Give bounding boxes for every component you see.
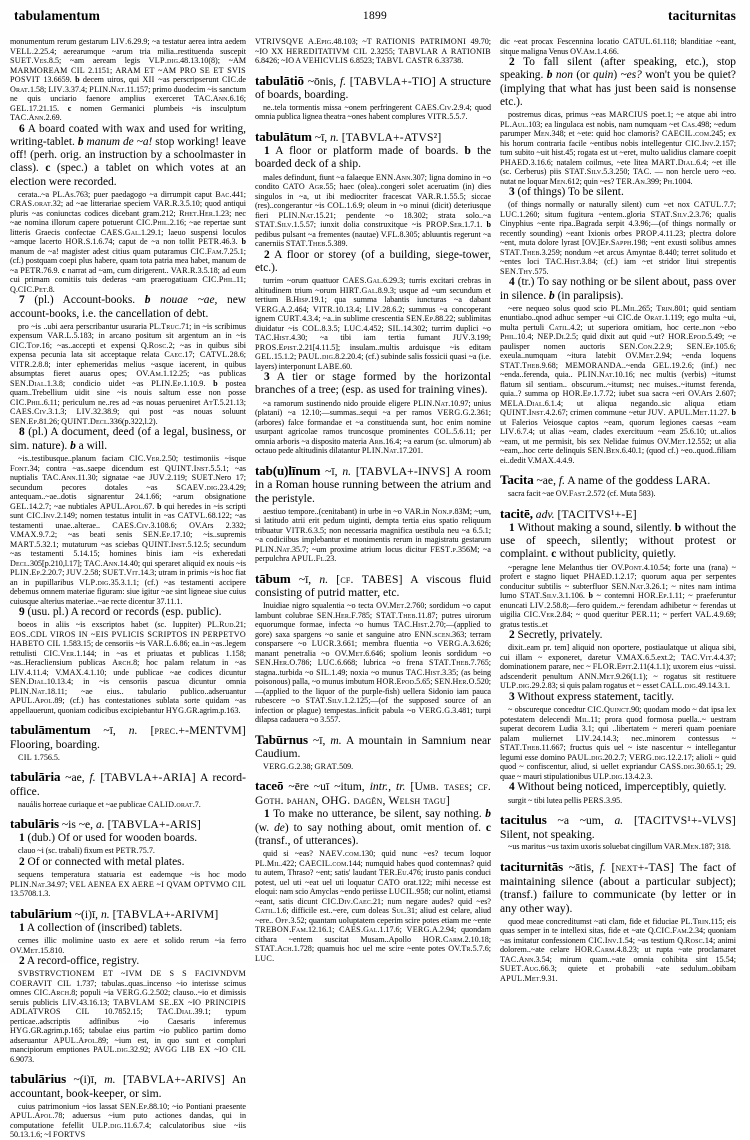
inflected-forms: ~ātis, [568,860,595,874]
headword-line [255,778,491,807]
headword[interactable]: tabulāmentum [10,722,91,738]
citation-block: Inuidiae nigro squalentia ~o tecta OV.Met.2.760; sordidum ~o caput lambunt colubrae SEN.Her.F.785; STAT.Theb.11.87; putres uirorum equorumque formae, infecta ~o humus TAC.Hist.2.70;—(applied to gore) saxa spargens ~o sanie et sanguine atro ENN.scen.363; terram consparsere ~o LUCR.3.661; membra fluentia ~o VERG.A.3.626; manant penetralia ~o OV.Met.6.646; spolium leonis sordidum ~o SEN.Her.O.786; LUC.6.668; lubrica ~o frena STAT.Theb.7.765; stagna..turbida ~o SIL.1.49; noxia ~o munus TAC.Hist.3.35; (as being poisonous) palla, ~o munus imbutum HOR.Epod.5.65; SEN.Her.O.520;—(applied to the liquor of the purple-fish) uellera Sidonio iam pauca rubescere ~o STAT.Silv.1.2.125;—(of the supposed source of an infection or plague) tempestas..inficit pabula ~o VERG.G.3.481; turpi dilapsa cadauera ~o 3.557. [255,601,492,725]
citation-block: VERG.G.2.38; GRAT.509. [263,761,354,771]
etymology: [TABVLA+-ARIVS] [123,1073,226,1087]
etymology: [cf. TABES] [336,572,403,586]
citation-block: aestiuo tempore..(cenitabant) in urbe in ~o VAR.in Non.p.83M; ~um, si latitudo atrii erit pedum uiginti, dempta tertia eius spatio reliquum tribuatur VITR.6.3.5; non necessaria magnifica uestibula neu ~a 6.5.1; ~a codiciibus implebantur et monimentis rerum in magistratu gestarum PLIN.Nat.35.7; ~um proxime atrium locus dicitur FEST.p.356M; ~a perpulchra APUL.Fl.23. [255,506,492,564]
definition: A room in a Roman house running between the atrium and the peristyle. [255,464,492,506]
definition: An accountant, book-keeper, or sim. [10,1073,246,1101]
inflected-forms: ~a ~um, [557,814,604,827]
citation-block: ~peragne lene Melanthus tier OV.Pont.4.10.54; forte una (rana) ~ profert e stagno liquet PHAED.1.2.17; quorum aqua per serpentes conducitur subtilis ~ subterfluor SEN.Nat.3.26.1; ~ nites nam intima lumo STAT.Silv.3.1.106. b ~ contemni HOR.Ep.1.11; ~ praeferuntur enuncati LIV.2.58.8;—fero quidem..~ ferendam adhibetur ~ ferendas ut uigilia CIC.Ver.2.84; ~ quod queritur PER.11; ~ perfert VAL.4.9.69; gratus testis..et [500,562,737,629]
headword[interactable]: tabulārius [10,1071,67,1087]
headword-line [10,1071,246,1100]
citation-block: ~ere nequeo solus quod scio PL.Mil.265; Trin.801; quid sentiam enuntiabo..qnod adhuc semper ~ui CIC.de Orat.1.119; ego multa ~ui, multa pertuli Catil.4.2; ut superiora omitiam, hoc certe..non ~ebo Phil.10.4; NEP.Di.2.5; quid dixit aut quid ~ut? HOR.Epod.5.49; ~e paulisper nomen auctoris SEN.Con.2.2.9; SEN.Ep.105.6; exeula..numquam ~itura latebit OV.Met.2.94; ~enda loquens STAT.Theb.9.68; MEMORANDA..~enda GEL.19.2.6; (inf.) nec ~enda..ferenda, quia.. PLIN.Nat.10.16; nec multis (verbis) ~itumst flatum sil sentiam.. obscurum..~itumst; nec muises..~itumst ferenda, quia..? summa op HOR.Ep.1.7.72; iubet sua sacra ~eri OV.Ars 2.607; MELA.Dial.6.1.4; ut aliqua negando..sic aliqua etiam QUINT.Inst.4.2.67; crimen commune ~etur JUV. APUL.Met.11.27. b ut Falerios Veiosque captos ~eam, quorum legiones caesas ~eam LIV.6.7.4; ut alias ~eam, clades exercituum ~eam 25.6.10; ut..alios ~eam, ut me permisit, bis sex Nelidae fuimus OV.Met.12.552; ut alia ~eam,..hoc certe delinquis SEN.Ben.6.40.1; (quod cf.) ~eo..quod..filiam ei..dedit V.MAX.4.4.9. [500,303,737,465]
sense-definition: 3 Without express statement, tacitly. [509,690,674,703]
citation-block: ~ obscureque concedtur CIC.Quinct.90; quodam modo ~ dat ipsa lex potestatem delecendi Mil.11; prora quod formosa puella..~ uestram superat decorem Ludia 3.1; qui ..libertatem ~ mereri quam poeniare palam muliernet LIV.24.14.3; nec..minorem contessus ~ STAT.Theb.11.667; fructus quis uel ~ iste nascentur ~ intellegantur legumi esse domino PAUL.dig.20.2.7; VERG.dig.12.2.17; alioli ~ quid quod ~ confiscentur, aliud, si uellet expriandur CASS.dig.30.65.1; 29. quae ~ mauri stipulationibus ULP.dig.13.4.2.3. [500,705,737,781]
headword-line [255,571,491,600]
inflected-forms: ~ī, [325,464,338,478]
inflected-forms: ~ī, [312,733,326,747]
headword[interactable]: tabulāria [10,769,61,785]
definition: A record-office. [10,771,246,798]
grammar-label: n. [101,907,110,921]
inflected-forms: ~(i)ī, [73,1073,97,1087]
grammar-label: n. [319,572,329,586]
etymology: [TACITVS¹+-E] [557,507,637,521]
inflected-forms: ~is ~e, [61,818,94,831]
sense-number: 1 [264,145,270,158]
citation-block: quid si ~eas? NAEV.com.130; quid nunc ~es? tecum loquor PL.Mil.422; CAECIL.com.144; numquid habes quod contemnas? quid tu autem, Thraso? ~ent; satis' laudant TER.Eu.476; irusto panis conduci potest, uel uti ~eat uel uti loquatur CATO orat.122; mihi necesse est eloqui: nam scio Amyclas ~endo periisse LUCIL.958; cur nolint, etiamsi ~eant, satis dicunt CIC.Div.Caec.21; num negare audes? quid ~es? Catil.1.6; difficile est..~ere, cum doleas Sul.31; aliud est celare, aliud ~ere.. Off.3.52; quantam uoluptatem ceperim scire potes etiam me ~ente TREBON.Fam.12.16.1; CAES.Gal.1.17.6; VERG.A.2.94; quondam cithara ~entem suscitat Musam..Apollo HOR.Carm.2.10.18; STAT.Ach.1.728; quamuis hoc uel me scire ~ente potes OV.Tr.5.7.6; LUC. [255,849,492,963]
grammar-label: f. [599,860,606,874]
sense-definition: 1 A collection of (inscribed) tablets. [19,921,183,934]
headword[interactable]: Tabūrnus [255,731,308,747]
headword-line [10,722,246,751]
sense-number: 1 [19,832,25,845]
citation-block: sacra facit ~ae OV.Fast.2.572 (cf. Muta 583). [508,489,656,499]
definition: Silent, not speaking. [500,827,595,841]
sense-definition: 2 Secretly, privately. [509,629,603,642]
sense-number: 2 [19,955,25,968]
running-head [0,0,750,30]
sense-definition: 6 A board coated with wax and used for writing, writing-tablet. b manum de ~a! stop working! leave off! (perh. orig. an instruction by a schoolmaster in class). c (spec.) a tablet on which votes at an election were recorded. [10,122,246,188]
dictionary-entry [10,1071,246,1139]
etymology: [TABVLA+-TIO] [349,74,436,88]
etymology: [TABVLA+-ATVS²] [341,130,442,144]
sense-definition: 2 A record-office, registry. [19,955,140,968]
page-number: 1899 [362,10,388,22]
citation-block: postremus dicas, primus ~eas MARCIUS poet.1; ~e atque abi intro PL.Aul.103; ea lingulaca est nobis, nam numquam ~et Cas.498; ~edum parumper Men.348; et ~ete: quid hoc clamoris? CAECIL.com.245; ex his horum contraria facile ~entibus nobis intellegentur CIC.Inv.2.157; tum subito ~uit hist.45; rogata est ut ~eret, multo ualidius clamare coepit PHAED.3.16.6; natalem coilmus, ~ete litea MART.Dial.6.4; ~et ille (sc. Cerberus) piis STAT.Silv.5.3.250; TAC. — non hercle uero ~eo. nutat ne loquar Men.612; quin ~es? TER.An.399; Ph.1004. [500,110,737,186]
citation-block: dixit..eam pr. tem] aliquid non oportere, postiaulatque ut aliqua sibi, cui illam ~ exponeret, daretur V.MAX.6.5.ext.2; TAC.Vit.4.4.37; dominationem parare, nec ~ FLOR.Epit.2.11(4.1.1); uxorem eius ~uissi. adscenderit penultum ANN.Met.9.26(1.1); ~ rogatus sit restituere ULP.dig.29.2.83; si quis palam rogatus et ~ esset CALL.dig.49.14.3.1. [500,643,737,691]
headword[interactable]: taceō [255,778,284,794]
citation-block: monumentum rerum gestarum LIV.6.29.9; ~a testatur aerea intra aedem VELL.2.25.4; aerearumque ~arum tria milia..restituenda suscepit SUET.Ves.8.5; ~am aeream legis VLP.dig.48.13.10(8); ~AM MARMOREAM CIL 2.1151; ARAM ET ~AM PRO SE ET SVIS POSVIT 13.6659. b decem uiros, qui XII ~as perscripserunt CIC.de Orat.1.58; LIV.3.37.4; PLIN.Nat.11.157; primo duodecim ~is sanctum ne quis unciario faenore amplius exerceret TAC.Ann.6.16; GEL.17.21.15. c nomen Germanici plumbeis ~is insculptum TAC.Ann.2.69. [10,37,247,122]
inflected-forms: ~ae, [65,771,85,785]
inflected-forms: ~(i)ī, [74,907,99,921]
citation-block: VTRIVSQVE A.Epig.48.103; ~T RATIONIS PATRIMONI 49.70; ~IO XX HEREDITATIVM CIL 2.3255; TABVLAR A RATIONIB 6.8426; ~IO A VEHICVLIS 6.8523; TABVL CASTR 6.33738. [255,37,491,65]
citation-block: SVBSTRVCTIONEM ET ~IVM DE S S FACIVNDVM COERAVIT CIL 1.737; tabulas..quas..incenso ~io interisse scimus omnes CIC.Arch.8; populi ~ia VERG.G.2.502; clauso..~io et dimissis seruis publicis LIV.43.16.13; TABVLAM SE..EX ~IO PRINCIPIS ADLATVROS CIL 10.7852.15; TAC.Dial.39.1; typum perticae..adscriptis adfinibus ~io Caesaris inferemus HYG.GR.agrim.p.165; tabulae eius partim ~io publico partim domo adseruantur APUL.Apol.89; ~ium est, in quo sunt et compluri mancipiorum emptiones PAUL.dig.32.92; AVGG LIB EX ~IO CIL 6.9073. [10,969,247,1064]
running-head-right: taciturnitas [668,8,736,23]
sense-definition: 1 (dub.) Of or used for wooden boards. [19,832,198,845]
inflected-forms: ~ī, [298,572,312,586]
citation-block: ~is..testibusque..planum faciam CIC.Ver.2.50; testimoniis ~isque Font.34; contra ~as..saepe dicendum est QUINT.Inst.5.5.1; ~as nuptialis TAC.Ann.11.30; signatae ~ae JUV.2.119; SUET.Nero 17; secundum pecores dotales ~as SCAEV.dig.23.4.29; antequam..~ae..dotis signarentur 24.1.66; ~arum obsignatione GEL.14.2.7; ~ae nubtiales APUL.Apol.67. b qui heredes in ~is scripti sunt CIC.Inv.2.149; nomen testatus intulit in ~as CATVL.68.122; ~as testamenti unae..alterae.. CAES.Civ.3.108.6; OV.Ars 2.332; V.MAX.9.7.2; ~as beati senis SEN.Ep.17.10; ~is..supremis MART.5.32.1; mutaturum ~as sciebas QUINT.Inst.5.12.5; secundum ~as testamenti 5.14.15; homines binis iam ~is exheredati Decl.305[p.210,l.17]; TAC.Ann.14.40; qui speraret aliquid ex nouis ~is PLIN.Ep.2.20.7; JUV.2.58; SUET.Vit.14.3; utram in primis ~is hoc fiat an in pupillaribus VLP.dig.35.3.1.1; (cf.) ~as testamenti accipere debemus omnem materiae figuram: siue igitur ~ae sint ligneae siue cuius cuiusque alterius materiae..~ae recte dicentur 37.11.1. [10,454,246,606]
headword[interactable]: tab(u)līnum [255,462,321,478]
inflected-forms: ~ōnis, [307,74,337,88]
sense-number: 4 [509,781,515,794]
inflected-forms: ~ae, [536,474,556,488]
dictionary-entry [500,472,736,498]
citation-block: CIL 1.756.5. [18,752,60,762]
sense-definition: 9 (usu. pl.) A record or records (esp. public). [19,606,222,619]
citation-block: pro ~is ..ubi aera perscribantur usuraria PL.Truc.71; in ~is scribimus expensum VAR.L.5.183; in arcano positum sit argentum an in ~is CIC.Top.16; ~as..accepti et expensi Q.Rosc.2; ~as in quibus sibi expensa pecunia lata sit acceptaque relata Caec.17; CATVL.28.6; VITR.2.8.8; inter ephemeridas melius ~asque iacerent, in quibus absumptas fieret auarus opes; OV.Am.1.12.25; ~as publicas SEN.Dial.1.3.8; condicio uidet ~as PLIN.Ep.1.10.9. b postea quam..Trebellium uidit sine ~is nouis saltum esse non posse CIC.Phil.6.11; periculum ne..res ad ~as nouas perueniret AtT.5.21.13; CAES.Civ.3.1.3; LIV.32.38.9; qui post ~as nouas soluunt SEN.Ep.81.26; QUINT.Decl.336(p.322,l.2). [10,321,247,426]
headword-line [500,506,736,522]
citation-block: sequens temperatura statuaria est eademque ~is hoc modo PLIN.Nat.34.97; VEL AENEA EX AERE ~I QVAM OPTVMO CIL 13.5708.1.3. [10,870,246,899]
etymology: [TABVLA+-ARIA] [100,771,196,785]
headword-line [255,73,491,102]
grammar-label: m. [104,1073,116,1087]
headword-line [10,906,246,922]
citation-block: ~us maritus ~us taxim uxoris soluebat cingillum VAR.Men.187; 318. [508,842,731,852]
sense-number: 1 [509,521,515,534]
etymology: [prec.+-MENTVM] [150,724,246,738]
grammar-label: n. [330,130,339,144]
text-column-3 [500,36,737,983]
sense-definition: 7 (pl.) Account-books. b nouae ~ae, new account-books, i.e. the cancellation of debt. [10,294,246,320]
sense-definition: 1 To make no utterance, be silent, say nothing. b (w. de) to say nothing about, omit mention of. c (transf., of utterances). [255,808,491,847]
dictionary-entry [255,463,491,564]
headword-line [500,472,736,488]
definition: A name of the goddess LARA. [567,474,711,488]
dictionary-entry [255,732,491,772]
etymology: [Umb. tases; cf. Goth. þahan, OHG. dagēn, Welsh tagu] [255,780,491,808]
citation-block: cerata..~a PL.As.763; puer paedagogo ~a dirrumpit caput Bac.441; CRAS.orat.32; ad ~ae litterariae speciem VAR.R.3.5.10; quod antiqui pluris ~as coniunctas codices dicebant gram.212; Rhet.Her.1.23; nec ~ae nomina illorum capere potuerunt CIC.Phil.2.16; ~ae repertae sunt litteris Graecis confectae CAES.Gal.1.29.1; laeuo suspensi loculos ~amque lacerto HOR.S.1.6.74; caput de ~a non tollit PETR.46.3. b manum de ~a! magister adest citius quam putaramus CIC.Fam.7.25.1; (cf.) postquam coepi plus habere, quam tota patria mea habet, manum de ~a PETR.76.9. c narrat ad ~am, cum dirigerent.. VAR.R.3.5.18; ad eum cui primam comitiis tuis dederas ~am praerogatiuam CIC.Phil.11; Q.CIC.Pet.8. [10,189,247,294]
dictionary-entry [255,778,491,963]
headword-line [255,129,491,145]
grammar-label: n. [342,464,352,478]
sense-definition: 1 Without making a sound, silently. b without the use of speech, silently; without protest or complaint. c without publicity, quietly. [500,521,737,561]
inflected-forms: ~ēre ~uī ~itum, [288,780,365,794]
etymology: [TABVLA+-INVS] [355,464,450,478]
dictionary-entry [500,859,736,983]
headword-line [500,812,736,841]
sense-definition: 3 A tier or stage formed by the horizontal branches of a tree; (esp. as used for training vines). [255,371,491,397]
dictionary-entry [10,816,246,899]
etymology: [next+-TAS] [611,860,675,874]
sense-definition: 1 A floor or platform made of boards. b the boarded deck of a ship. [255,145,491,171]
headword[interactable]: tabulārium [10,905,72,921]
citation-block: boeos in aliis ~is exscriptos habet (sc. Iuppiter) PL.Rud.21; EOS..CDL VIROS IN ~EIS PVLICIS SCRIPTOS IN PERPETVO HABETO CIL 1.583.15; de censoriis ~is VAR.L.6.86; ea..in ~as..legem rettulisti CIC.Ver.1.144; in ~as et priuatas et publicas 1.158; ~as..Heracliensium publicas Arch.8; hoc palam relatum in ~as LIV.4.11.4; V.MAX.4.1.10; unde publicae ~ae codices dicuntur SEN.Dial.10.13.4; in ~is censoriis pascua dicuntur omnia PLIN.Nat.18.11; ~ae eius.. tabulario publico..adseruantur APUL.Apol.89; (cf.) has contestationes sublata sorte quidam ~as appellauerunt, quoniam codicibus excipiebantur HYG.GR.agrim.p.163. [10,620,247,715]
headword[interactable]: tacitulus [500,812,547,827]
headword-line [10,816,246,832]
headword-line [255,732,491,761]
headword-line [255,463,491,506]
headword[interactable]: tabulātum [255,128,312,144]
headword[interactable]: taciturnitās [500,858,564,874]
sense-number: 2 [19,855,25,868]
grammar-label: f. [339,74,347,88]
sense-number: 3 [509,690,515,703]
headword[interactable]: tacitē, [500,505,533,521]
text-column-2 [255,36,492,963]
sense-definition: 4 (tr.) To say nothing or be silent about, pass over in silence. b (in paralipsis). [500,276,736,302]
headword[interactable]: tābum [255,570,291,586]
grammar-label: n. [128,724,138,738]
dictionary-entry [500,506,736,805]
definition: A viscous fluid consisting of putrid matter, etc. [255,572,491,600]
citation-block: males defindunt, fiunt ~a falaeque ENN.Ann.307; ligna domino in ~o condito CATO Agr.55; haec (olea)..congeri solet aceruatim (in) dies singulos in ~a, ut ibi mediocriter fracescat VAR.R.1.55.5; siccae (res)..congerantur ~is COL.1.6.9; oleum in ~o minui (dicit) deteriusque fieri PLIN.Nat.15.21; pendente ~o 18.302; strata solo..~a STAT.Silv.1.5.57; iunxit dolia construxitque ~is PROP.Ser.1.7.1. b pedibus pulsant ~a frementes (nautae) V.FL.8.305; abluuntis regerunt ~a canerniis STAT.Theb.5.389. [255,172,492,249]
dictionary-entry [255,73,491,122]
inflected-forms: ~ī, [103,724,116,738]
dictionary-entry [500,812,736,852]
headword-line [500,859,736,916]
sense-definition: 2 A floor or storey (of a building, siege-tower, etc.). [255,248,491,274]
etymology: [TABVLA+-ARIVM] [112,907,219,921]
text-column-1 [10,36,247,1140]
sense-number: 1 [264,808,270,821]
sense-number: 2 [264,248,270,261]
headword-line [10,769,246,798]
dictionary-entry [10,906,246,1065]
definition: A mountain in Samnium near Caudium. [255,733,491,761]
running-head-left: tabulamentum [14,8,100,23]
grammar-label: intr., tr. [369,780,406,794]
citation-block: ne..tela tormentis missa ~onem perfringerent CAES.Civ.2.9.4; quod omnia publica lignea theatra ~ones habent complures VITR.5.5.7. [255,102,492,122]
sense-number: 3 [264,371,270,384]
definition: The fact of maintaining silence (about a particular subject); (transf.) failure to communicate (by letter or in any other way). [500,860,736,915]
definition: A structure of boards, boarding. [255,74,492,102]
dictionary-entry [10,769,246,809]
citation-block: dic ~eat procax Fescennina locatio CATUL.61.118; blanditiae ~eant, sitque maligna Venus OV.Am.1.4.66. [500,37,736,56]
citation-block: ~a ramorum sustinendo nido prouide eligere PLIN.Nat.10.97; unius (platani) ~a 12.10;—summas..sequi ~a per ramos VERG.G.2.361; (arbores) falce formandae et ~a constituenda sunt, hoc enim nomine usurpant agricolae ramos truncosque prominentes COL.5.6.11; per omnia arboris ~a disposito materia Arb.16.4; ~a earum (sc. ulmorum) ab octauo pede altitudinis dilatantur PLIN.Nat.17.201. [255,398,492,456]
column-container [0,36,750,1140]
citation-block: nauális horreae curiaque et ~ae publicae CALID.orat.7. [18,799,201,809]
definition: Flooring, boarding. [10,737,100,751]
sense-definition: 8 (pl.) A document, deed (of a legal, business, or sim. nature). b a will. [10,426,246,452]
citation-block: (of things normally or naturally silent) cum ~et nox CATUL.7.7; LUC.1.260; situm fugitura ~entem..gloria STAT.Silv.2.3.76; qualis Cinyphius ~ente ripa..Bagrada serpit 4.3.96;—(of things normally or recently sounding) ~eant Ixionis orbes PROP.4.11.23; plectra dolore ~ent, muta dolore lyrast [OV.]Ep.Sapph.198; ~ent exusti solibus amnes STAT.Theb.3.259; nondum ~et arcus Amyntae 8.440; terret solitudo et ~entes loci TAC.Hist.3.84; (cf.) iam ~et stridor litui strepentis SEN.Thy.575. [500,200,736,276]
headword[interactable]: tabulātiō [255,72,304,88]
etymology: [TACITVS¹+-VLVS] [633,814,736,827]
sense-definition: 3 (of things) To be silent. [509,186,624,199]
citation-block: quod meae concreditumst ~ati clam, fide et fiduciae PL.Trin.115; eis quas semper in te intellexi sitas, fide et ~ate Q.CIC.Fam.2.34; quoniam ~as imitatur confessionem CIC.Inv.1.54; ~as testium Q.Rosc.14; animi dolorem..~ate celare HOR.Carm.4.8.23; ut rupta ~ate proclamaret TAC.Ann.3.54; mirum quam..~ate omnia cohibita sint 15.54; SUET.Aug.66.3; quiete et probabili ~ate sedulum..obibam APUL.Met.9.31. [500,916,737,983]
sense-definition: 4 Without being noticed, imperceptibly, quietly. [509,781,727,794]
dictionary-entry [255,129,491,456]
citation-block: cuius patrimonium ~ios lassat SEN.Ep.88.10; ~io Pontiani praesente APUL.Apol.78; aduersus ~ium puto actiones dandas, qui in computatione fefellit ULP.dig.11.6.7.4; calculatoribus siue ~iis 50.13.1.6; ~I FORTVS [10,1101,246,1140]
headword[interactable]: tabulāris [10,816,59,831]
sense-number: 2 [509,629,515,642]
inflected-forms: ~ī, [314,130,328,144]
sense-definition: 2 Of or connected with metal plates. [19,855,185,868]
grammar-label: adv. [535,507,555,521]
grammar-label: m. [330,733,342,747]
sense-definition: 2 To fall silent (after speaking, etc.), stop speaking. b non (or quin) ~es? won't you be quiet? (implying that what has just been said is nonsense etc.). [500,56,736,108]
citation-block: cernes illic molimine uasto ex aere et solido rerum ~ia ferro OV.Met.15.810. [10,936,246,955]
grammar-label: f. [558,474,565,488]
sense-number: 1 [19,921,25,934]
dictionary-entry [255,571,491,725]
grammar-label: a. [614,814,624,827]
grammar-label: f. [89,771,96,785]
dictionary-entry [10,722,246,762]
citation-block: turrim ~orum quattuor CAES.Gal.6.29.3; turris excitari crebras in altitudinem trium ~orum HIRT.Gal.8.9.3; usque ad ~um secundum et tertium B.Hisp.19.1; qua summa labantis iuncturas ~a dabant VERG.A.2.464; VITR.10.13.4; LIV.28.6.2; summus ~a concoperant ignem CURT.4.3.4; ~a..in sublime crescentia SEN.Ep.88.22; sublimitas diuidatur ~is COL.8.3.5; LUC.4.452; SIL.14.302; turrim duplici ~o TAC.Hist.4.30; ~a tibi iam tertia fumant JUV.3.199; PROS.Epist.2.21[4.11.5]; insulam..multis arduisque ~is editam GEL.15.1.2; PAUL.dig.8.2.20.4; (cf.) subinde salis fossicii quasi ~a (i.e. layers) interponunt LABE.60. [255,276,491,371]
headword[interactable]: Tacita [500,472,534,488]
citation-block: clauo ~i (sc. trabali) fixum est PETR.75.7. [18,846,155,856]
grammar-label: a. [96,818,105,831]
etymology: [TABVLA+-ARIS] [107,818,202,831]
citation-block: surgit ~ tibi lutea pellis PERS.3.95. [508,795,623,805]
